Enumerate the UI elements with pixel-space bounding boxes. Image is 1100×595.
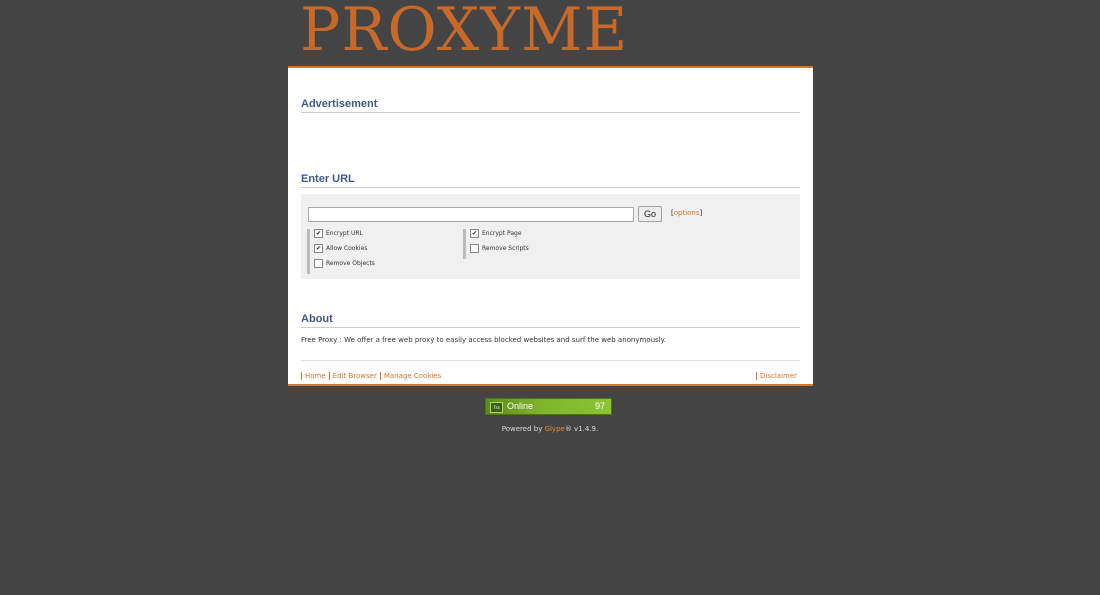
about-text: Free Proxy : We offer a free web proxy to easily access blocked websites and surf the web anonymously. (301, 336, 667, 344)
online-label: Online (507, 401, 534, 411)
go-button[interactable]: Go (638, 206, 662, 222)
online-counter[interactable] (485, 398, 612, 415)
powered-suffix: ® v1.4.9. (564, 425, 599, 433)
about-heading: About (301, 313, 800, 328)
encrypt-url-checkbox[interactable]: ✔ (315, 230, 322, 237)
online-count: 97 (594, 401, 605, 411)
glype-link[interactable]: Glype (544, 425, 565, 433)
options-bracket-open: [ (671, 209, 674, 217)
options-toggle[interactable] (671, 209, 702, 217)
option-label: Allow Cookies (326, 245, 368, 252)
powered-by (0, 425, 1100, 433)
url-input[interactable] (308, 207, 634, 222)
options-column-left (307, 229, 375, 274)
remove-objects-checkbox[interactable] (314, 259, 323, 268)
encrypt-page-checkbox[interactable]: ✔ (471, 230, 478, 237)
option-remove-scripts[interactable] (470, 244, 529, 259)
advertisement-heading: Advertisement (301, 98, 800, 113)
main-panel (288, 66, 813, 386)
footer-links (301, 360, 800, 380)
option-label: Remove Scripts (482, 245, 529, 252)
online-counter-icon: 7ss (490, 402, 503, 413)
site-logo[interactable]: PROXYME (300, 0, 629, 65)
home-link[interactable]: Home (301, 372, 329, 380)
option-label: Encrypt Page (482, 230, 522, 237)
option-label: Remove Objects (326, 260, 375, 267)
options-column-right (463, 229, 529, 259)
edit-browser-link[interactable]: Edit Browser (329, 372, 380, 380)
options-bracket-close: ] (699, 209, 703, 217)
url-form (301, 194, 800, 279)
remove-scripts-checkbox[interactable] (470, 244, 479, 253)
option-label: Encrypt URL (326, 230, 363, 237)
option-remove-objects[interactable] (314, 259, 375, 274)
option-encrypt-url[interactable] (314, 229, 375, 244)
manage-cookies-link[interactable]: Manage Cookies (380, 372, 444, 380)
enter-url-heading: Enter URL (301, 173, 800, 188)
disclaimer-link[interactable]: Disclaimer (756, 372, 800, 380)
option-encrypt-page[interactable] (470, 229, 529, 244)
allow-cookies-checkbox[interactable]: ✔ (315, 245, 322, 252)
option-allow-cookies[interactable] (314, 244, 375, 259)
powered-prefix: Powered by (501, 425, 545, 433)
options-link[interactable]: options (673, 209, 700, 217)
